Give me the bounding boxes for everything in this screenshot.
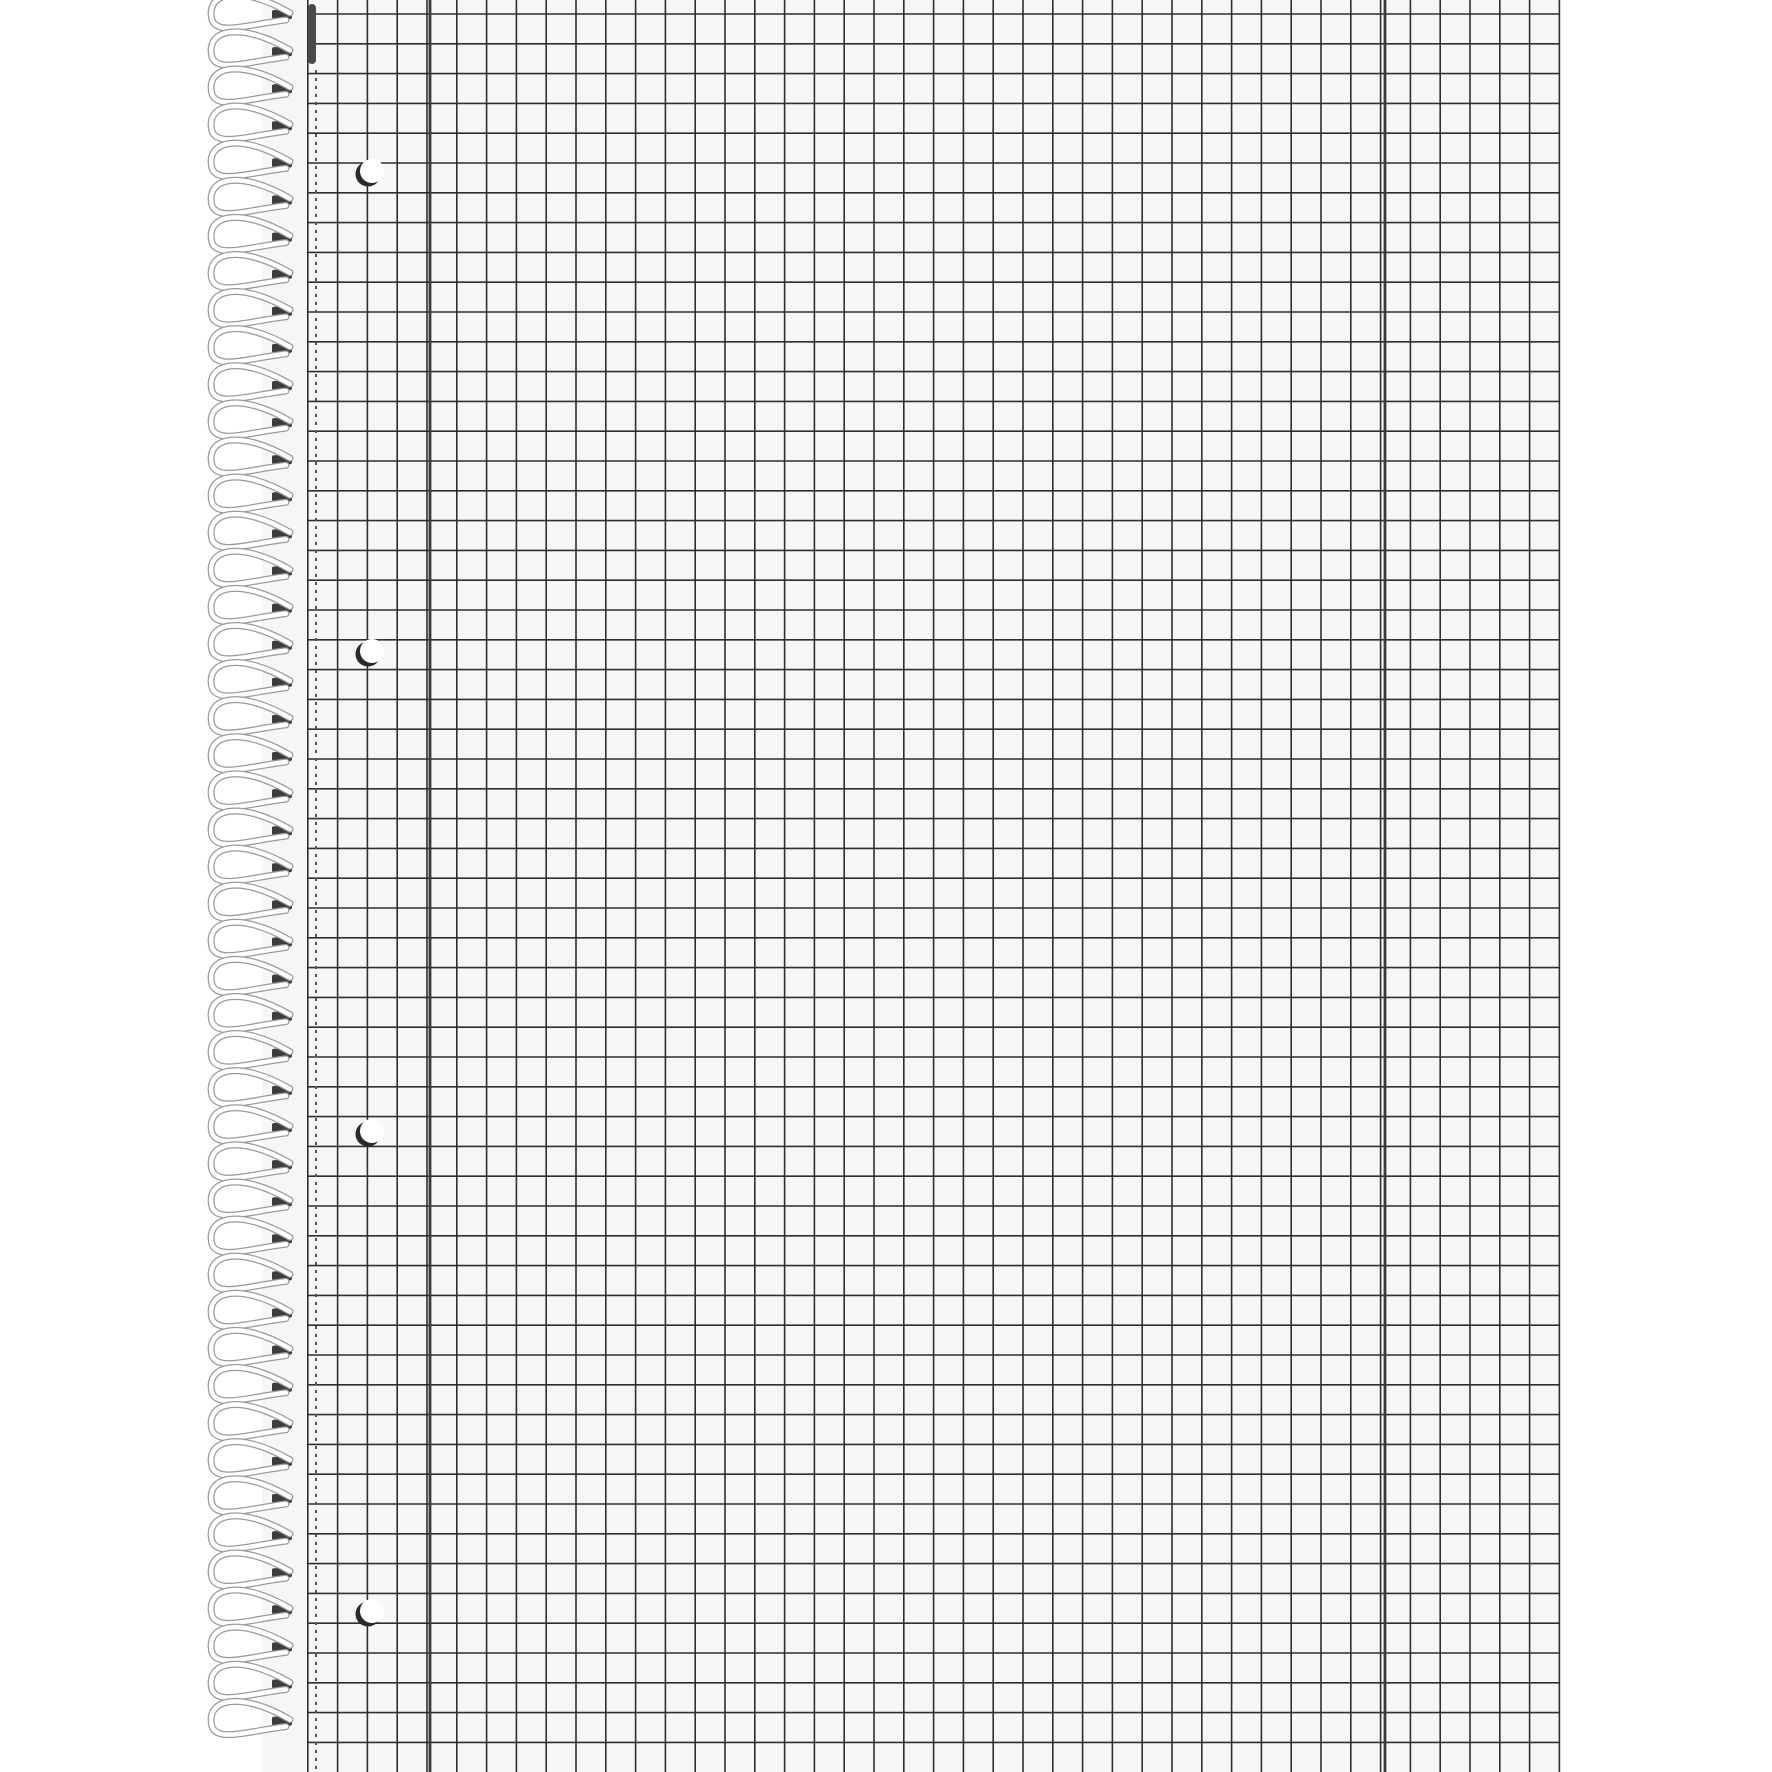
punch-hole-opening	[360, 1599, 384, 1623]
punch-hole-opening	[360, 639, 384, 663]
punch-hole-opening	[360, 159, 384, 183]
punch-hole-opening	[360, 1119, 384, 1143]
top-edge-shadow	[308, 4, 316, 64]
